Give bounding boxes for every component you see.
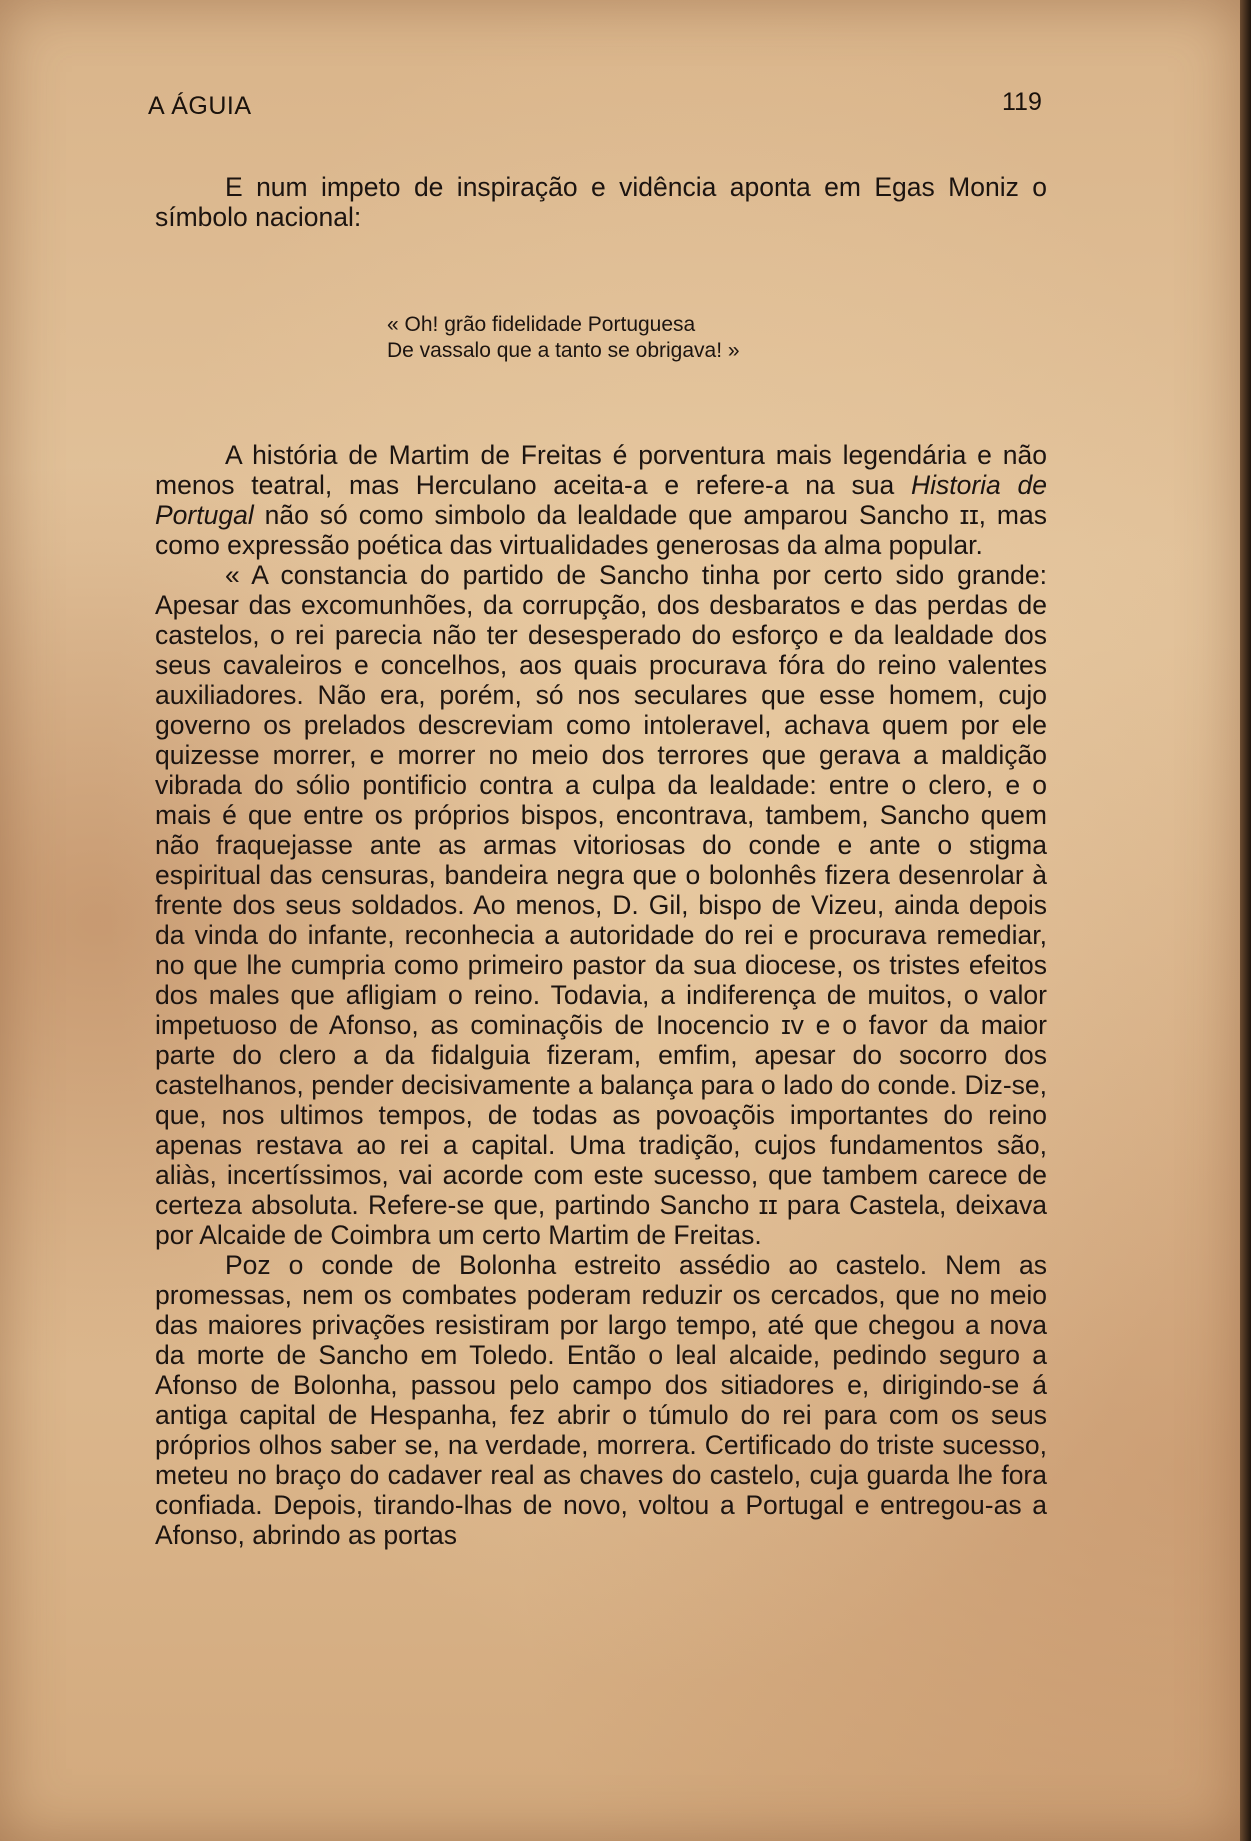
book-title: Historia de Portugal (155, 470, 1047, 530)
verse-quote (387, 312, 740, 364)
main-text (155, 440, 1047, 1550)
paragraph-siege: Poz o conde de Bolonha estreito assédio ao castelo. Nem as promessas, nem os combates poderam reduzir os cercados, que no meio das maiores privações resistiram por largo tempo, até que chegou a nova da morte de Sancho em Toledo. Então o leal alcaide, pedindo seguro a Afonso de Bolonha, passou pelo campo dos sitiadores e, dirigindo-se á antiga capital de Hespanha, fez abrir o túmulo do rei para com os seus próprios olhos saber se, na verdade, morrera. Certificado do triste sucesso, meteu no braço do cadaver real as chaves do castelo, cuja guarda lhe fora confiada. Depois, tirando-lhas de novo, voltou a Portugal e entregou-as a Afonso, abrindo as portas (155, 1250, 1047, 1550)
paragraph-quotation: « A constancia do partido de Sancho tinha por certo sido grande: Apesar das excomunhões, da corrupção, dos desbaratos e das perdas de castelos, o rei parecia não ter desesperado do esforço e da lealdade dos seus cavaleiros e concelhos, aos quais procurava fóra do reino valentes auxiliadores. Não era, porém, só nos seculares que esse homem, cujo governo os prelados descreviam como intoleravel, achava quem por ele quizesse morrer, e morrer no meio dos terrores que gerava a maldição vibrada do sólio pontificio contra a culpa da lealdade: entre o clero, e o mais é que entre os próprios bispos, encontrava, tambem, Sancho quem não fraquejasse ante as armas vitoriosas do conde e ante o stigma espiritual das censuras, bandeira negra que o bolonhês fizera desenrolar à frente dos seus soldados. Ao menos, D. Gil, bispo de Vizeu, ainda depois da vinda do infante, reconhecia a autoridade do rei e procurava remediar, no que lhe cumpria como primeiro pastor da sua diocese, os tristes efeitos dos males que afligiam o reino. Todavia, a indiferença de muitos, o valor impetuoso de Afonso, as cominaçõis de Inocencio ɪᴠ e o favor da maior parte do clero a da fidalguia fizeram, emfim, apesar do socorro dos castelhanos, pender decisivamente a balança para o lado do conde. Diz-se, que, nos ultimos tempos, de todas as povoaçõis importantes do reino apenas restava ao rei a capital. Uma tradição, cujos fundamentos são, aliàs, incertíssimos, vai acorde com este sucesso, que tambem carece de certeza absoluta. Refere-se que, partindo Sancho ɪɪ para Castela, deixava por Alcaide de Coimbra um certo Martim de Freitas. (155, 560, 1047, 1250)
running-head: A ÁGUIA (148, 92, 252, 120)
verse-line-1: « Oh! grão fidelidade Portuguesa (387, 313, 696, 336)
page-number: 119 (1002, 88, 1042, 116)
paragraph-martim-end: não só como simbolo da lealdade que amparou Sancho ɪɪ, mas como expressão poética das virtualidades generosas da alma popular. (155, 500, 1047, 560)
page-edge (1240, 0, 1251, 1841)
intro-paragraph: E num impeto de inspiração e vidência aponta em Egas Moniz o símbolo nacional: (155, 172, 1047, 232)
paragraph-martim-start: A história de Martim de Freitas é porventura mais legendária e não menos teatral, mas Herculano aceita-a e refere-a na sua (155, 440, 1047, 500)
verse-line-2: De vassalo que a tanto se obrigava! » (387, 339, 740, 362)
paragraph-martim (155, 440, 1047, 560)
